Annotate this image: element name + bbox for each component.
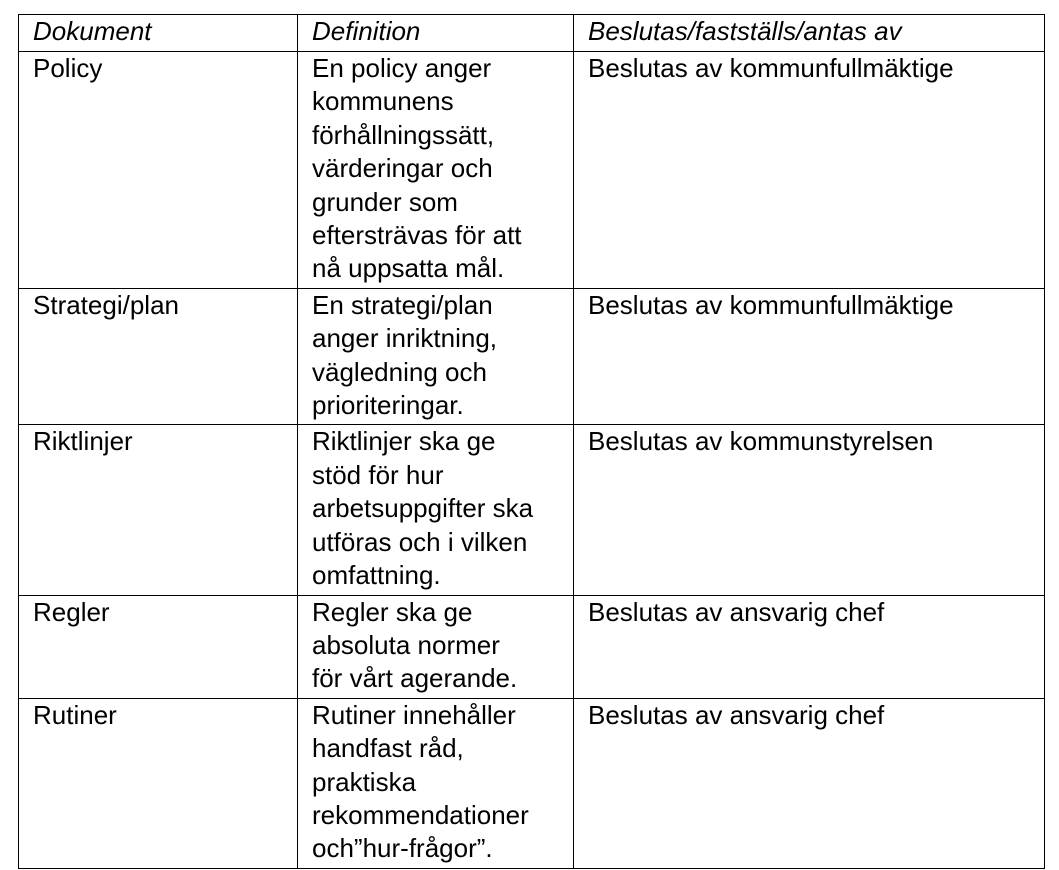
- definition-line: Rutiner innehåller: [312, 699, 516, 730]
- cell-definition: [298, 595, 574, 698]
- definition-line: praktiska: [312, 766, 417, 797]
- cell-beslutas: Beslutas av kommunfullmäktige: [574, 52, 1045, 289]
- definition-line: En policy anger: [312, 53, 492, 83]
- table-row: [19, 698, 1045, 868]
- definition-line: kommunens: [312, 86, 454, 117]
- cell-beslutas: Beslutas av ansvarig chef: [574, 595, 1045, 698]
- definition-line: nå uppsatta mål.: [312, 253, 505, 284]
- definition-line: förhållningssätt,: [312, 119, 495, 150]
- cell-definition: [298, 288, 574, 425]
- definition-line: värderingar och: [312, 153, 493, 184]
- cell-dokument: Riktlinjer: [19, 425, 298, 595]
- document-table: [18, 14, 1045, 869]
- cell-dokument: Strategi/plan: [19, 288, 298, 425]
- definition-line: Riktlinjer ska ge: [312, 426, 496, 457]
- table-header-row: [19, 15, 1045, 52]
- definition-line: utföras och i vilken: [312, 526, 528, 557]
- cell-definition: [298, 52, 574, 289]
- definition-line: arbetsuppgifter ska: [312, 493, 534, 524]
- cell-dokument: Policy: [19, 52, 298, 289]
- table-row: [19, 288, 1045, 425]
- definition-line: absoluta normer: [312, 629, 500, 660]
- definition-line: för vårt agerande.: [312, 663, 518, 694]
- cell-definition: [298, 698, 574, 868]
- cell-beslutas: Beslutas av ansvarig chef: [574, 698, 1045, 868]
- definition-line: rekommendationer: [312, 799, 529, 830]
- table-row: [19, 425, 1045, 595]
- definition-line: Regler ska ge: [312, 596, 473, 627]
- table-row: [19, 595, 1045, 698]
- header-dokument: Dokument: [19, 15, 298, 52]
- cell-beslutas: Beslutas av kommunstyrelsen: [574, 425, 1045, 595]
- definition-line: En strategi/plan: [312, 289, 493, 320]
- cell-dokument: Rutiner: [19, 698, 298, 868]
- definition-line: och”hur-frågor”.: [312, 833, 493, 864]
- cell-beslutas: Beslutas av kommunfullmäktige: [574, 288, 1045, 425]
- definition-line: handfast råd,: [312, 733, 464, 764]
- cell-dokument: Regler: [19, 595, 298, 698]
- cell-definition: [298, 425, 574, 595]
- definition-line: vägledning och: [312, 356, 487, 387]
- definition-line: grunder som: [312, 186, 458, 217]
- definition-line: prioriteringar.: [312, 390, 464, 421]
- definition-line: stöd för hur: [312, 459, 444, 490]
- definition-line: eftersträvas för att: [312, 220, 522, 251]
- definition-line: anger inriktning,: [312, 323, 497, 354]
- header-beslutas: Beslutas/fastställs/antas av: [574, 15, 1045, 52]
- table-row: [19, 52, 1045, 289]
- definition-line: omfattning.: [312, 560, 441, 591]
- header-definition: Definition: [298, 15, 574, 52]
